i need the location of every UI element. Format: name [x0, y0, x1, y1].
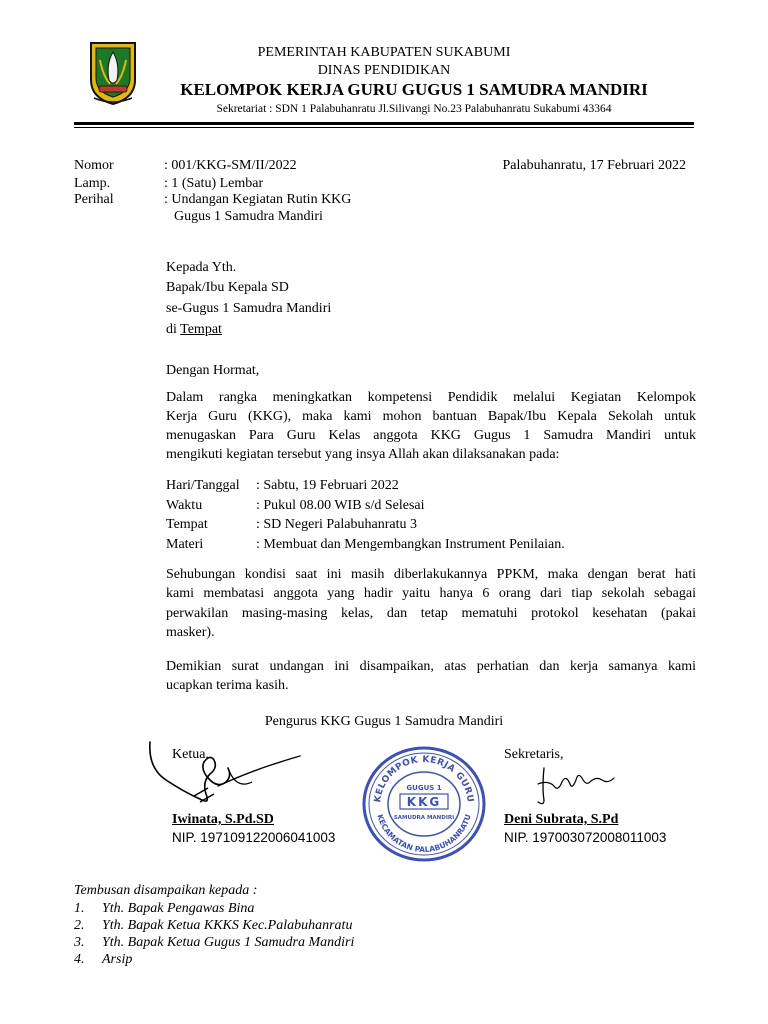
recipient-line-1: Kepada Yth.: [166, 260, 237, 275]
tembusan-item-3: Yth. Bapak Ketua Gugus 1 Samudra Mandiri: [102, 935, 355, 950]
paragraph-2-line-2: kami membatasi anggota yang hadir yaitu hanya 6 orang dari tiap sekolah sebagai: [166, 586, 696, 601]
detail-label-material: Materi: [166, 537, 204, 552]
paragraph-3-line-2: ucapkan terima kasih.: [166, 678, 289, 693]
detail-label-time: Waktu: [166, 498, 203, 513]
stamp-samudra: SAMUDRA MANDIRI: [393, 815, 455, 821]
letterhead-address: Sekretariat : SDN 1 Palabuhanratu Jl.Silivangi No.23 Palabuhanratu Sukabumi 43364: [216, 103, 612, 115]
perihal-value-cont: Gugus 1 Samudra Mandiri: [174, 209, 323, 224]
lamp-label: Lamp.: [74, 176, 111, 191]
lamp-value: : 1 (Satu) Lembar: [164, 176, 264, 191]
tembusan-num-3: 3.: [74, 935, 85, 950]
detail-label-date: Hari/Tanggal: [166, 478, 240, 493]
recipient-line-4: [166, 320, 222, 339]
letterhead-title: KELOMPOK KERJA GURU GUGUS 1 SAMUDRA MANDIRI: [180, 80, 648, 99]
tembusan-heading: Tembusan disampaikan kepada :: [74, 883, 258, 898]
recipient-di: di: [166, 322, 181, 337]
sekretaris-nip: NIP. 197003072008011003: [504, 830, 667, 845]
ketua-signature-icon: [144, 738, 304, 810]
detail-value-time: : Pukul 08.00 WIB s/d Selesai: [256, 498, 425, 513]
perihal-label: Perihal: [74, 192, 114, 207]
nomor-value: : 001/KKG-SM/II/2022: [164, 158, 297, 173]
nomor-label: Nomor: [74, 158, 114, 173]
detail-label-place: Tempat: [166, 517, 208, 532]
ketua-title: Ketua,: [172, 747, 209, 762]
paragraph-2-line-4: masker).: [166, 625, 215, 640]
tembusan-num-4: 4.: [74, 952, 85, 967]
recipient-line-2: Bapak/Ibu Kepala SD: [166, 280, 289, 295]
tembusan-item-4: Arsip: [102, 952, 133, 967]
tembusan-item-1: Yth. Bapak Pengawas Bina: [102, 901, 255, 916]
recipient-line-3: se-Gugus 1 Samudra Mandiri: [166, 301, 332, 316]
stamp-gugus: GUGUS 1: [406, 784, 442, 792]
paragraph-1-line-1: Dalam rangka meningkatkan kompetensi Pendidik melalui Kegiatan Kelompok: [166, 390, 696, 405]
detail-value-date: : Sabtu, 19 Februari 2022: [256, 478, 399, 493]
paragraph-2-line-1: Sehubungan kondisi saat ini masih diberlakukannya PPKM, maka dengan berat hati: [166, 567, 696, 582]
letterhead-rule-thick: [74, 122, 694, 125]
tembusan-item-2: Yth. Bapak Ketua KKKS Kec.Palabuhanratu: [102, 918, 353, 933]
greeting: Dengan Hormat,: [166, 363, 260, 378]
detail-value-material: : Membuat dan Mengembangkan Instrument Penilaian.: [256, 537, 565, 552]
paragraph-3-line-1: Demikian surat undangan ini disampaikan, atas perhatian dan kerja samanya kami: [166, 659, 696, 674]
stamp-bottom-text: KECAMATAN PALABUHANRATU: [375, 813, 473, 855]
paragraph-2-line-3: perwakilan masing-masing kelas, dan tetap mematuhi protokol kesehatan (pakai: [166, 606, 696, 621]
sekretaris-title: Sekretaris,: [504, 747, 564, 762]
perihal-value: : Undangan Kegiatan Rutin KKG: [164, 192, 352, 207]
paragraph-1-line-2: Kerja Guru (KKG), maka kami mohon bantuan Bapak/Ibu Kepala Sekolah untuk: [166, 409, 696, 424]
tembusan-num-1: 1.: [74, 901, 85, 916]
signature-heading: Pengurus KKG Gugus 1 Samudra Mandiri: [264, 714, 504, 729]
paragraph-1-line-3: menugaskan Para Guru Kelas anggota KKG Gugus 1 Samudra Mandiri untuk: [166, 428, 696, 443]
sekretaris-signature-icon: [530, 762, 620, 808]
sekretaris-name: Deni Subrata, S.Pd: [504, 812, 619, 827]
letterhead-government: PEMERINTAH KABUPATEN SUKABUMI: [257, 45, 511, 60]
paragraph-1-line-4: mengikuti kegiatan tersebut yang insya Allah akan dilaksanakan pada:: [166, 447, 560, 462]
tembusan-num-2: 2.: [74, 918, 85, 933]
stamp-top-text: KELOMPOK KERJA GURU: [373, 754, 475, 804]
recipient-place: Tempat: [180, 322, 222, 337]
stamp-kkg: KKG: [406, 795, 442, 809]
letterhead-department: DINAS PENDIDIKAN: [317, 63, 451, 78]
letterhead-rule-thin: [74, 127, 694, 128]
ketua-name: Iwinata, S.Pd.SD: [172, 812, 274, 827]
place-date: Palabuhanratu, 17 Februari 2022: [502, 158, 686, 173]
ketua-nip: NIP. 197109122006041003: [172, 830, 336, 845]
kkg-stamp-icon: [360, 744, 488, 864]
detail-value-place: : SD Negeri Palabuhanratu 3: [256, 517, 417, 532]
